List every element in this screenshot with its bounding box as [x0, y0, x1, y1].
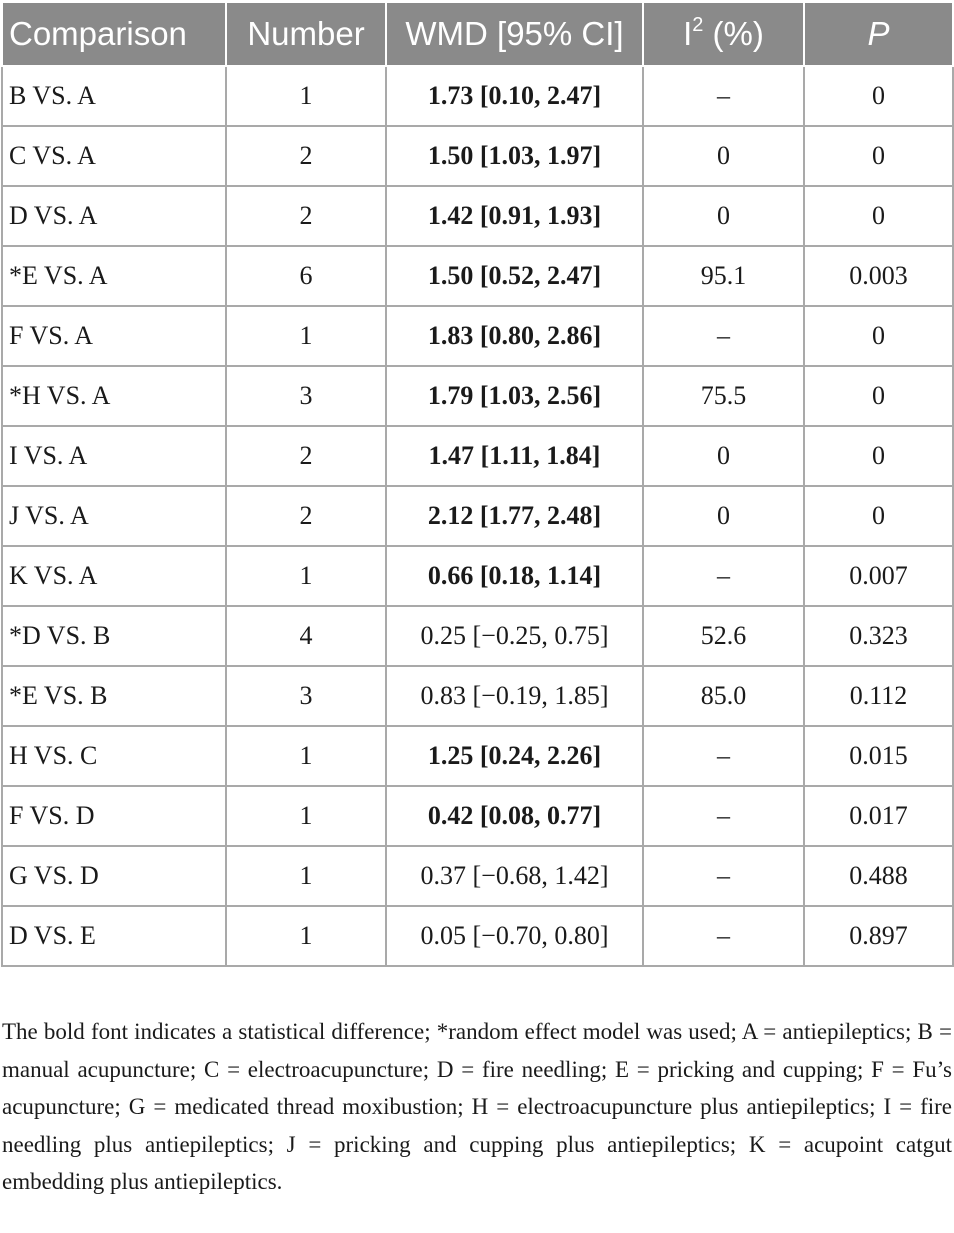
number-cell: 1: [226, 66, 386, 126]
wmd-cell: 1.25 [0.24, 2.26]: [386, 726, 643, 786]
p-value-cell: 0: [804, 366, 953, 426]
header-i2-rest: (%): [703, 15, 764, 52]
wmd-cell: 2.12 [1.77, 2.48]: [386, 486, 643, 546]
p-value-cell: 0.003: [804, 246, 953, 306]
number-cell: 1: [226, 726, 386, 786]
number-cell: 2: [226, 486, 386, 546]
number-cell: 2: [226, 426, 386, 486]
wmd-cell: 0.42 [0.08, 0.77]: [386, 786, 643, 846]
p-value-cell: 0: [804, 426, 953, 486]
table-row: [2, 606, 953, 666]
table-row: [2, 126, 953, 186]
table-row: [2, 786, 953, 846]
i2-cell: 52.6: [643, 606, 804, 666]
p-value-cell: 0.017: [804, 786, 953, 846]
table-row: [2, 726, 953, 786]
i2-cell: 95.1: [643, 246, 804, 306]
header-i2: [643, 2, 804, 66]
i2-cell: –: [643, 306, 804, 366]
header-comparison: Comparison: [2, 2, 226, 66]
i2-cell: –: [643, 906, 804, 966]
table-row: [2, 486, 953, 546]
table-row: [2, 306, 953, 366]
wmd-cell: 1.73 [0.10, 2.47]: [386, 66, 643, 126]
comparison-cell: C VS. A: [2, 126, 226, 186]
i2-cell: –: [643, 726, 804, 786]
wmd-cell: 0.37 [−0.68, 1.42]: [386, 846, 643, 906]
table-header-row: [2, 2, 953, 66]
wmd-cell: 0.25 [−0.25, 0.75]: [386, 606, 643, 666]
i2-cell: 0: [643, 186, 804, 246]
table-row: [2, 246, 953, 306]
comparison-cell: D VS. E: [2, 906, 226, 966]
number-cell: 1: [226, 306, 386, 366]
p-value-cell: 0.112: [804, 666, 953, 726]
table-row: [2, 666, 953, 726]
table-row: [2, 186, 953, 246]
p-value-cell: 0: [804, 486, 953, 546]
comparison-cell: H VS. C: [2, 726, 226, 786]
comparison-cell: *E VS. B: [2, 666, 226, 726]
p-value-cell: 0.488: [804, 846, 953, 906]
number-cell: 6: [226, 246, 386, 306]
i2-cell: –: [643, 66, 804, 126]
p-value-cell: 0.007: [804, 546, 953, 606]
comparison-cell: G VS. D: [2, 846, 226, 906]
table-body: [2, 66, 953, 966]
i2-cell: 85.0: [643, 666, 804, 726]
number-cell: 1: [226, 906, 386, 966]
wmd-cell: 0.83 [−0.19, 1.85]: [386, 666, 643, 726]
i2-cell: –: [643, 546, 804, 606]
p-value-cell: 0.015: [804, 726, 953, 786]
number-cell: 1: [226, 786, 386, 846]
header-wmd: WMD [95% CI]: [386, 2, 643, 66]
table-row: [2, 546, 953, 606]
wmd-cell: 1.50 [0.52, 2.47]: [386, 246, 643, 306]
number-cell: 2: [226, 126, 386, 186]
p-value-cell: 0: [804, 66, 953, 126]
comparison-cell: D VS. A: [2, 186, 226, 246]
comparison-cell: F VS. A: [2, 306, 226, 366]
table-row: [2, 66, 953, 126]
i2-cell: 0: [643, 486, 804, 546]
i2-cell: 0: [643, 126, 804, 186]
comparison-cell: *H VS. A: [2, 366, 226, 426]
table-row: [2, 426, 953, 486]
table-row: [2, 366, 953, 426]
p-value-cell: 0: [804, 306, 953, 366]
p-value-cell: 0.897: [804, 906, 953, 966]
comparison-cell: *D VS. B: [2, 606, 226, 666]
number-cell: 4: [226, 606, 386, 666]
p-value-cell: 0: [804, 186, 953, 246]
wmd-cell: 1.79 [1.03, 2.56]: [386, 366, 643, 426]
wmd-cell: 1.42 [0.91, 1.93]: [386, 186, 643, 246]
comparison-cell: *E VS. A: [2, 246, 226, 306]
p-value-cell: 0.323: [804, 606, 953, 666]
table-row: [2, 906, 953, 966]
number-cell: 1: [226, 546, 386, 606]
comparison-cell: I VS. A: [2, 426, 226, 486]
i2-cell: –: [643, 786, 804, 846]
i2-cell: –: [643, 846, 804, 906]
number-cell: 1: [226, 846, 386, 906]
number-cell: 3: [226, 366, 386, 426]
header-i2-sup: 2: [692, 14, 704, 36]
wmd-cell: 1.83 [0.80, 2.86]: [386, 306, 643, 366]
number-cell: 3: [226, 666, 386, 726]
header-p: P: [804, 2, 953, 66]
comparison-cell: J VS. A: [2, 486, 226, 546]
table-row: [2, 846, 953, 906]
i2-cell: 75.5: [643, 366, 804, 426]
table-footnote: The bold font indicates a statistical difference; *random effect model was used; A = antiepileptics; B = manual acupuncture; C = electroacupuncture; D = fire needling; E = pricking and cupping; F = Fu’s acupuncture; G = medicated thread moxibustion; H = electroacupuncture plus antiepileptics; I = fire needling plus antiepileptics; J = pricking and cupping plus antiepileptics; K = acupoint catgut embedding plus antiepileptics.: [2, 1019, 952, 1194]
wmd-cell: 0.05 [−0.70, 0.80]: [386, 906, 643, 966]
comparison-cell: F VS. D: [2, 786, 226, 846]
wmd-cell: 0.66 [0.18, 1.14]: [386, 546, 643, 606]
header-i2-base: I: [683, 15, 693, 52]
comparison-cell: K VS. A: [2, 546, 226, 606]
number-cell: 2: [226, 186, 386, 246]
wmd-cell: 1.47 [1.11, 1.84]: [386, 426, 643, 486]
i2-cell: 0: [643, 426, 804, 486]
header-number: Number: [226, 2, 386, 66]
comparison-cell: B VS. A: [2, 66, 226, 126]
comparison-table: [1, 1, 954, 967]
p-value-cell: 0: [804, 126, 953, 186]
wmd-cell: 1.50 [1.03, 1.97]: [386, 126, 643, 186]
